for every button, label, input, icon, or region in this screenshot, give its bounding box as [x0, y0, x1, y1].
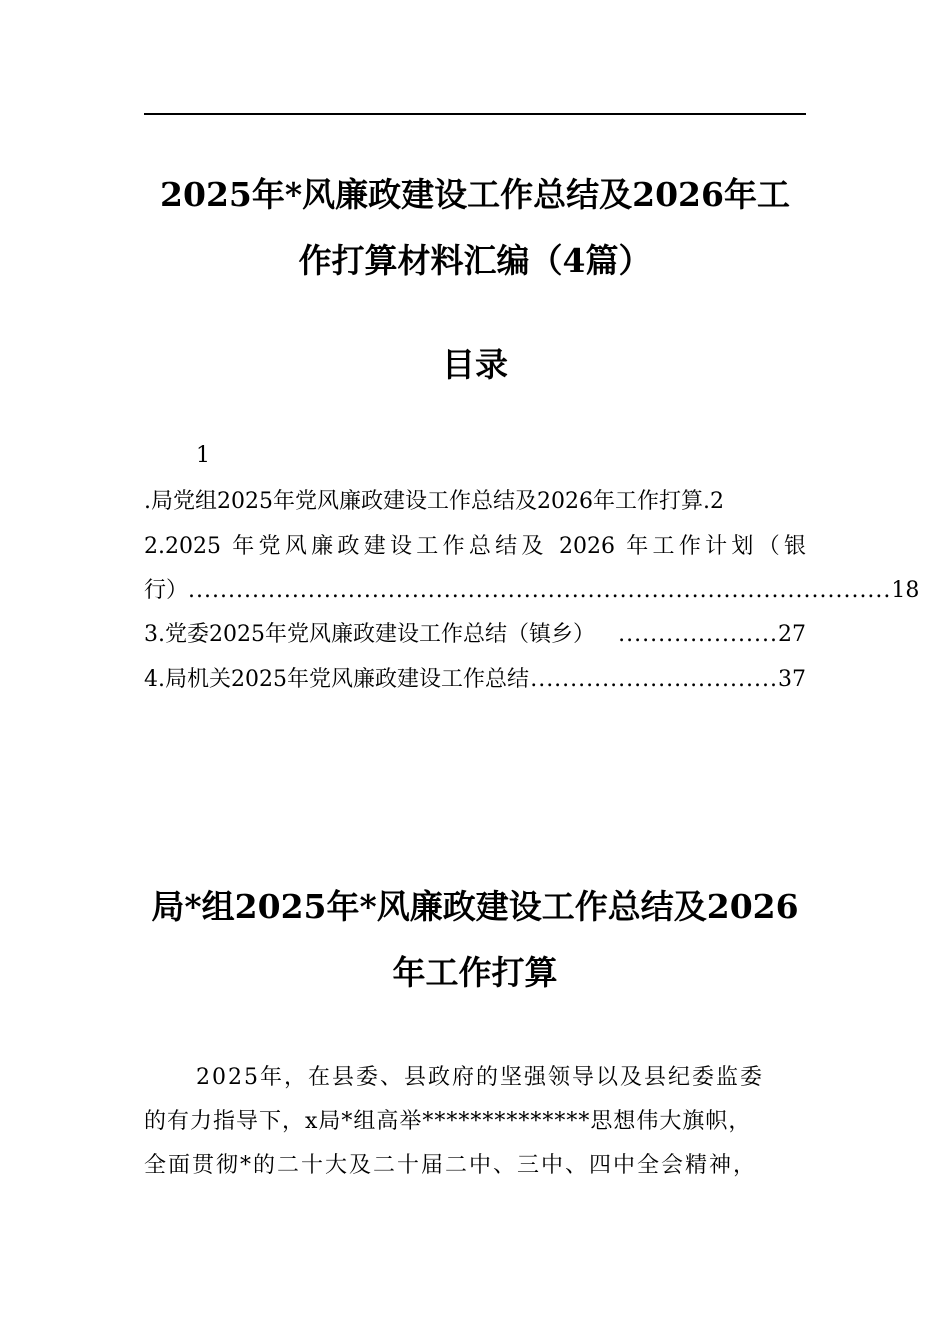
toc-entry-4-page: 37 [778, 667, 806, 692]
toc-entry-2-dots: ........................................................................................ [188, 578, 892, 603]
toc-entry-4-text: 4.局机关2025年党风廉政建设工作总结 [144, 667, 529, 692]
document-title-line2: 作打算材料汇编（4篇） [298, 241, 652, 280]
toc-entry-3-text: 3.党委2025年党风廉政建设工作总结（镇乡） [144, 622, 595, 647]
toc-entry-4-dots: ............................... [530, 667, 778, 692]
toc-entry-1[interactable] [144, 486, 806, 518]
toc-entry-2-text: 行） [144, 578, 189, 603]
document-title-line1: 2025年*风廉政建设工作总结及2026年工 [160, 175, 790, 214]
section-title [130, 874, 820, 1006]
paragraph-line-2: 的有力指导下，x局*组高举**************思想伟大旗帜， [144, 1109, 752, 1134]
paragraph-line-1: 2025年，在县委、县政府的坚强领导以及县纪委监委 [196, 1065, 764, 1090]
toc-entry-3-dots: .................... [618, 622, 778, 647]
toc-entry-1-number[interactable]: 1 [196, 443, 210, 468]
toc-entry-4[interactable] [144, 664, 806, 696]
toc-entry-2-line1[interactable]: 2.2025 年党风廉政建设工作总结及 2026 年工作计划（银 [144, 534, 806, 559]
section-title-line2: 年工作打算 [392, 953, 558, 992]
document-title [130, 162, 820, 294]
toc-entry-3-page: 27 [778, 622, 806, 647]
section-title-line1: 局*组2025年*风廉政建设工作总结及2026 [151, 887, 799, 926]
toc-entry-2-page: 18 [891, 578, 920, 603]
toc-entry-3[interactable] [144, 619, 806, 651]
toc-entry-2-line2[interactable] [144, 575, 920, 607]
toc-entry-1-text: .局党组2025年党风廉政建设工作总结及2026年工作打算. [144, 489, 710, 514]
toc-heading: 目录 [442, 345, 508, 384]
top-rule [144, 113, 806, 115]
paragraph-line-3: 全面贯彻*的二十大及二十届二中、三中、四中全会精神， [144, 1153, 758, 1178]
toc-entry-1-page: 2 [709, 489, 724, 514]
